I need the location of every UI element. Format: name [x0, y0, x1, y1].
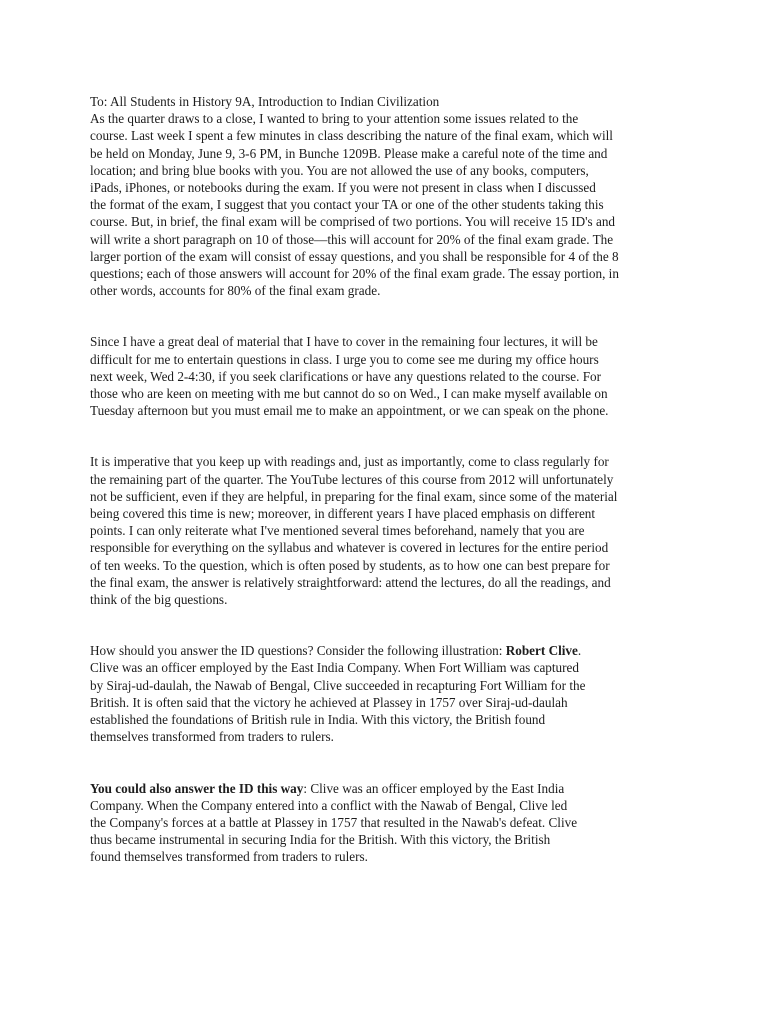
memo-document — [90, 93, 690, 866]
id-example-intro: How should you answer the ID questions? Consider the following illustration: — [90, 643, 506, 659]
paragraph-office-hours: Since I have a great deal of material that I have to cover in the remaining four lectures, it will be difficult for me to entertain questions in class. I urge you to come see me during my office hours next week, Wed 2-4:30, if you seek clarifications or have any questions related to the course. For those who are keen on meeting with me but cannot do so on Wed., I can make myself available on Tuesday afternoon but you must email me to make an appointment, or we can speak on the phone. — [90, 334, 609, 419]
alternate-answer-heading: You could also answer the ID this way — [90, 780, 304, 796]
paragraph-readings-and-attendance: It is imperative that you keep up with readings and, just as importantly, come to class regularly for the remaining part of the quarter. The YouTube lectures of this course from 2012 will unfortunately not be sufficient, even if they are helpful, in preparing for the final exam, since some of the material being covered this time is new; moreover, in different years I have placed emphasis on different points. I can only reiterate what I've mentioned several times beforehand, namely that you are responsible for everything on the syllabus and whatever is covered in lectures for the entire period of ten weeks. To the question, which is often posed by students, as to how one can best prepare for the final exam, the answer is relatively straightforward: attend the lectures, do all the readings, and think of the big questions. — [90, 454, 618, 608]
id-example-term: Robert Clive — [505, 643, 578, 659]
paragraph-id-example-two — [90, 780, 690, 866]
alternate-answer-text: : Clive was an officer employed by the East India Company. When the Company entered into a conflict with the Nawab of Bengal, Clive led the Company's forces at a battle at Plassey in 1757 that resulted in the Nawab's defeat. Clive thus became instrumental in securing India for the British. With this victory, the British found themselves transformed from traders to rulers. — [90, 780, 578, 865]
paragraph-final-exam-details: As the quarter draws to a close, I wanted to bring to your attention some issues related to the course. Last week I spent a few minutes in class describing the nature of the final exam, which will be held on Monday, June 9, 3-6 PM, in Bunche 1209B. Please make a careful note of the time and location; and bring blue books with you. You are not allowed the use of any books, computers, iPads, iPhones, or notebooks during the exam. If you were not present in class when I discussed the format of the exam, I suggest that you contact your TA or one of the other students taking this course. But, in brief, the final exam will be comprised of two portions. You will receive 15 ID's and will write a short paragraph on 10 of those—this will account for 20% of the final exam grade. The larger portion of the exam will consist of essay questions, and you shall be responsible for 4 of the 8 questions; each of those answers will account for 20% of the final exam grade. The essay portion, in other words, accounts for 80% of the final exam grade. — [90, 111, 619, 299]
id-example-answer: . Clive was an officer employed by the East India Company. When Fort William was captured by Siraj-ud-daulah, the Nawab of Bengal, Clive succeeded in recapturing Fort William for the British. It is often said that the victory he achieved at Plassey in 1757 over Siraj-ud-daulah established the foundations of British rule in India. With this victory, the British found themselves transformed from traders to rulers. — [90, 643, 586, 745]
paragraph-id-example-one — [90, 642, 690, 745]
memo-recipient-line: To: All Students in History 9A, Introduction to Indian Civilization — [90, 94, 440, 109]
